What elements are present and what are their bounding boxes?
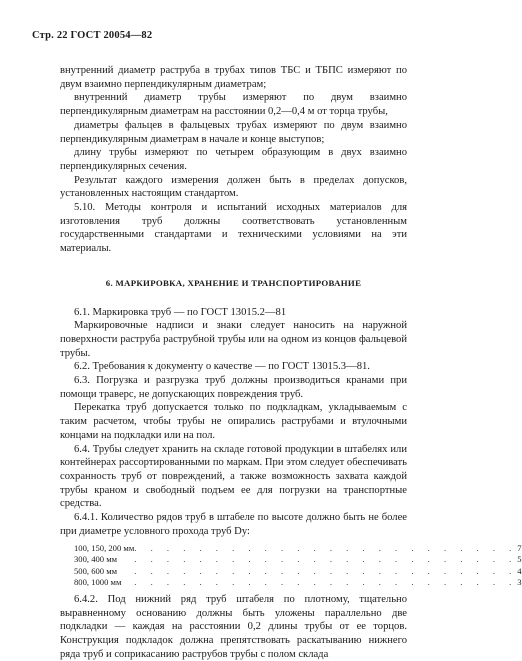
- paragraph: 6.3. Погрузка и разгрузка труб должны производиться кранами при помощи траверс, не допускающих повреждения труб.: [60, 375, 407, 400]
- leader-dots: . . . . . . . . . . . . . . . . . . . . . . . .: [134, 554, 518, 565]
- table-row: [74, 566, 522, 578]
- diameter-cell: 300, 400 мм: [74, 554, 118, 565]
- table-row: [74, 554, 522, 566]
- paragraph: 6.2. Требования к документу о качестве — по ГОСТ 13015.3—81.: [74, 361, 370, 373]
- paragraph: внутренний диаметр раструба в трубах типов ТБС и ТБПС измеряют по двум взаимно перпендикулярным диаметрам;: [60, 65, 407, 90]
- paragraph: Маркировочные надписи и знаки следует наносить на наружной поверхности раструба раструбной трубы или на одном из концов фальцевой трубы.: [60, 320, 407, 359]
- paragraph: длину трубы измеряют по четырем образующим в двух взаимно перпендикулярных сечения.: [60, 147, 407, 172]
- leader-dots: . . . . . . . . . . . . . . . . . . . . . . . .: [134, 565, 518, 576]
- paragraph: 5.10. Методы контроля и испытаний исходных материалов для изготовления труб должны соответствовать установленным государственными стандартами и техническими условиями на эти материалы.: [60, 202, 407, 255]
- leader-dots: . . . . . . . . . . . . . . . . . . . . . . . .: [134, 542, 518, 553]
- rows-cell: 4: [517, 565, 522, 576]
- paragraph: 6.1. Маркировка труб — по ГОСТ 13015.2—81: [74, 306, 287, 318]
- document-body: [60, 64, 522, 661]
- paragraph: 6.4.1. Количество рядов труб в штабеле по высоте должно быть не более при диаметре условного прохода труб Dу:: [60, 512, 407, 537]
- paragraph: внутренний диаметр трубы измеряют по двум взаимно перпендикулярным диаметрам на расстоянии 0,2—0,4 м от торца трубы,: [60, 92, 407, 118]
- section-heading: 6. МАРКИРОВКА, ХРАНЕНИЕ И ТРАНСПОРТИРОВАНИЕ: [105, 277, 362, 288]
- leader-dots: . . . . . . . . . . . . . . . . . . . . . . . .: [134, 577, 518, 588]
- diameter-cell: 500, 600 мм: [74, 565, 118, 576]
- stack-height-table: [74, 543, 522, 589]
- table-row: [74, 543, 522, 555]
- paragraph: Результат каждого измерения должен быть в пределах допусков, установленных настоящим стандартом.: [60, 174, 407, 200]
- diameter-cell: 100, 150, 200 мм: [74, 542, 135, 553]
- page-header: Стр. 22 ГОСТ 20054—82: [32, 30, 153, 41]
- paragraph: диаметры фальцев в фальцевых трубах измеряют по двум взаимно перпендикулярным диаметрам в начале и конце выступов;: [60, 119, 407, 145]
- diameter-cell: 800, 1000 мм: [74, 577, 122, 588]
- paragraph: 6.4. Трубы следует хранить на складе готовой продукции в штабелях или контейнерах рассортированными по маркам. При этом следует обеспечивать сохранность труб от повреждений, а также возможность захвата каждой трубы краном и свободный подъем ее для погрузки на транспортные средства.: [60, 443, 407, 510]
- rows-cell: 7: [517, 542, 522, 553]
- paragraph: 6.4.2. Под нижний ряд труб штабеля по плотному, тщательно выравненному основанию должны быть уложены параллельно две подкладки — каждая на расстоянии 0,2 длины трубы от ее торцов. Конструкция подкладок должна препятствовать раскатыванию нижнего ряда труб и соприкасанию раструбов трубы с полом склада: [60, 593, 407, 660]
- rows-cell: 5: [517, 554, 522, 565]
- table-row: [74, 577, 522, 589]
- rows-cell: 3: [517, 577, 522, 588]
- paragraph: Перекатка труб допускается только по подкладкам, укладываемым с таким расчетом, чтобы трубы не опирались раструбами и втулочными концами на подкладки или на пол.: [60, 402, 407, 441]
